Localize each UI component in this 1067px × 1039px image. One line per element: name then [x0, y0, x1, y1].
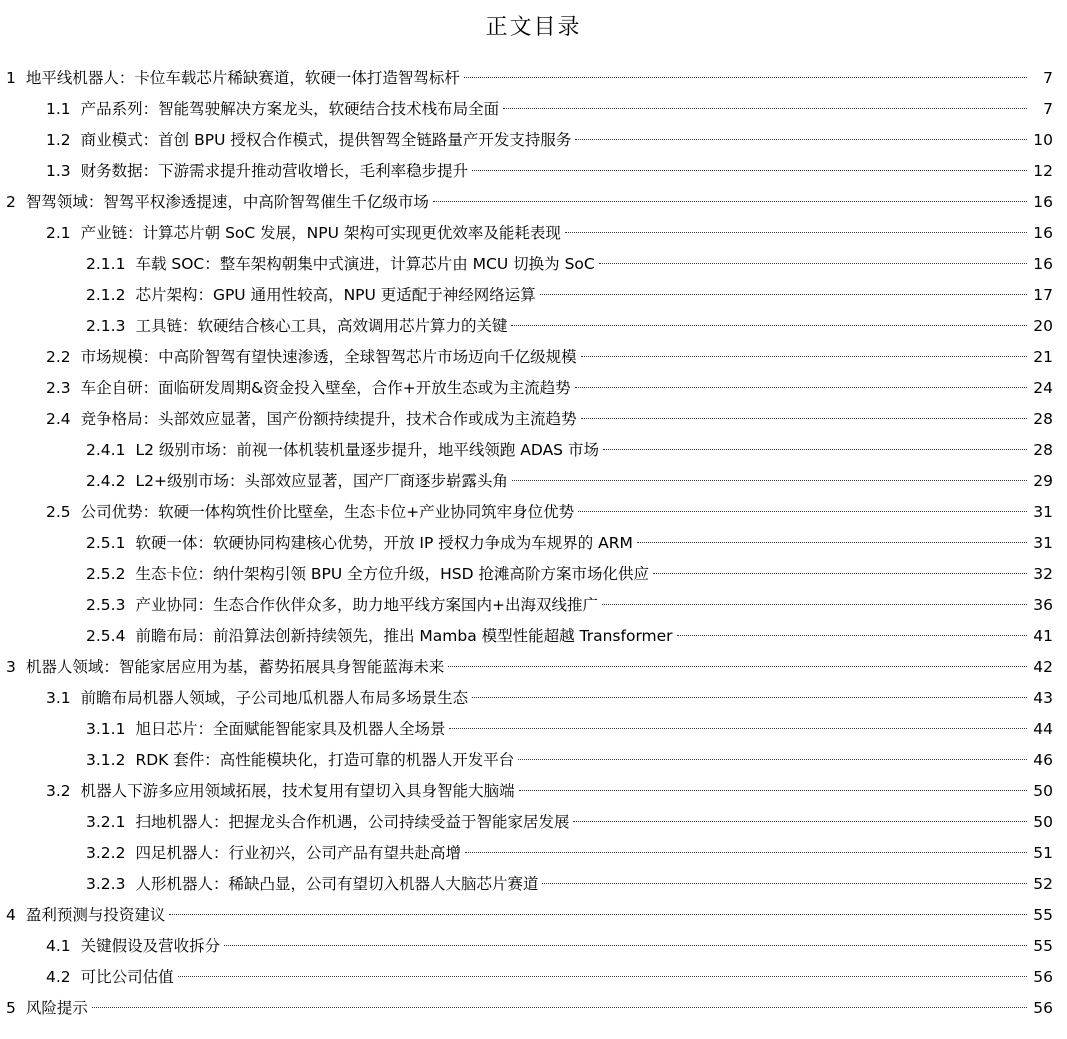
toc-entry-page-number[interactable]: 52 [1033, 875, 1053, 893]
toc-entry-page-number[interactable]: 29 [1033, 472, 1053, 490]
toc-entry[interactable] [0, 466, 1067, 497]
toc-entry-title[interactable]: 车载 SOC：整车架构朝集中式演进，计算芯片由 MCU 切换为 SoC [135, 255, 595, 273]
toc-entry[interactable] [0, 311, 1067, 342]
toc-entry-number: 1 [6, 69, 16, 87]
toc-entry[interactable] [0, 218, 1067, 249]
toc-entry[interactable] [0, 528, 1067, 559]
dot-leader [511, 325, 1027, 326]
dot-leader [472, 170, 1027, 171]
toc-entry-page-number[interactable]: 42 [1033, 658, 1053, 676]
dot-leader [465, 852, 1027, 853]
toc-entry[interactable] [0, 94, 1067, 125]
toc-entry-title[interactable]: 四足机器人：行业初兴，公司产品有望共赴高增 [135, 844, 461, 862]
toc-entry-page-number[interactable]: 17 [1033, 286, 1053, 304]
toc-entry-number: 2.1.3 [86, 317, 126, 335]
toc-entry-number: 2.3 [46, 379, 71, 397]
toc-entry-number: 2.2 [46, 348, 71, 366]
toc-entry-number: 3.2.3 [86, 875, 126, 893]
toc-entry[interactable] [0, 776, 1067, 807]
toc-entry-number: 3.2.1 [86, 813, 126, 831]
dot-leader [518, 759, 1027, 760]
toc-entry-title[interactable]: 盈利预测与投资建议 [25, 906, 166, 924]
toc-entry[interactable] [0, 931, 1067, 962]
dot-leader [565, 232, 1027, 233]
toc-entry-title[interactable]: 生态卡位：纳什架构引领 BPU 全方位升级，HSD 抢滩高阶方案市场化供应 [135, 565, 649, 583]
toc-entry-number: 2.1.1 [86, 255, 126, 273]
dot-leader [512, 480, 1027, 481]
toc-entry-title[interactable]: 竞争格局：头部效应显著，国产份额持续提升，技术合作或成为主流趋势 [80, 410, 577, 428]
toc-entry[interactable] [0, 900, 1067, 931]
toc-entry-title[interactable]: RDK 套件：高性能模块化，打造可靠的机器人开发平台 [135, 751, 515, 769]
toc-entry-number: 1.1 [46, 100, 71, 118]
toc-entry[interactable] [0, 807, 1067, 838]
toc-entry-number: 1.3 [46, 162, 71, 180]
page-title: 正文目录 [485, 15, 582, 40]
toc-entry-title[interactable]: 智驾领域：智驾平权渗透提速，中高阶智驾催生千亿级市场 [25, 193, 429, 211]
toc-entry-number: 2.5 [46, 503, 71, 521]
toc-entry-number: 2.4.2 [86, 472, 126, 490]
dot-leader [575, 139, 1027, 140]
dot-leader [542, 883, 1027, 884]
dot-leader [578, 511, 1027, 512]
toc-entry-number: 2.1 [46, 224, 71, 242]
toc-entry-page-number[interactable]: 46 [1033, 751, 1053, 769]
toc-entry-page-number[interactable]: 16 [1033, 224, 1053, 242]
toc-entry-title[interactable]: 车企自研：面临研发周期&资金投入壁垒，合作+开放生态或为主流趋势 [80, 379, 571, 397]
toc-entry-page-number[interactable]: 16 [1033, 193, 1053, 211]
toc-entry-number: 3.2.2 [86, 844, 126, 862]
toc-entry[interactable] [0, 962, 1067, 993]
toc-entry-title[interactable]: L2 级别市场：前视一体机装机量逐步提升，地平线领跑 ADAS 市场 [135, 441, 599, 459]
toc-entry-page-number[interactable]: 51 [1033, 844, 1053, 862]
dot-leader [178, 976, 1027, 977]
toc-entry-number: 4.1 [46, 937, 71, 955]
toc-entry-page-number[interactable]: 44 [1033, 720, 1053, 738]
toc-entry[interactable] [0, 714, 1067, 745]
toc-entry-number: 1.2 [46, 131, 71, 149]
toc-entry-title[interactable]: 机器人下游多应用领域拓展，技术复用有望切入具身智能大脑端 [80, 782, 515, 800]
dot-leader [449, 728, 1027, 729]
dot-leader [433, 201, 1027, 202]
toc-entry[interactable] [0, 342, 1067, 373]
toc-entry[interactable] [0, 993, 1067, 1024]
dot-leader [448, 666, 1027, 667]
toc-entry-number: 2 [6, 193, 16, 211]
toc-entry-title[interactable]: 地平线机器人：卡位车载芯片稀缺赛道，软硬一体打造智驾标杆 [25, 69, 460, 87]
toc-entry-page-number[interactable]: 56 [1033, 999, 1053, 1017]
toc-entry[interactable] [0, 187, 1067, 218]
toc-entry-page-number[interactable]: 31 [1033, 503, 1053, 521]
dot-leader [519, 790, 1027, 791]
toc-entry-title[interactable]: 软硬一体：软硬协同构建核心优势，开放 IP 授权力争成为车规界的 ARM [135, 534, 633, 552]
toc-entry-title[interactable]: 人形机器人：稀缺凸显，公司有望切入机器人大脑芯片赛道 [135, 875, 539, 893]
toc-entry-title[interactable]: 市场规模：中高阶智驾有望快速渗透，全球智驾芯片市场迈向千亿级规模 [80, 348, 577, 366]
toc-entry-title[interactable]: 产业链：计算芯片朝 SoC 发展，NPU 架构可实现更优效率及能耗表现 [80, 224, 561, 242]
toc-entry-page-number[interactable]: 21 [1033, 348, 1053, 366]
toc-entry-number: 2.4 [46, 410, 71, 428]
toc-entry-title[interactable]: 扫地机器人：把握龙头合作机遇，公司持续受益于智能家居发展 [135, 813, 570, 831]
toc-entry-page-number[interactable]: 28 [1033, 441, 1053, 459]
toc-entry-number: 2.5.3 [86, 596, 126, 614]
dot-leader [581, 356, 1027, 357]
toc-entry[interactable] [0, 683, 1067, 714]
toc-entry[interactable] [0, 559, 1067, 590]
toc-entry-title[interactable]: 商业模式：首创 BPU 授权合作模式，提供智驾全链路量产开发支持服务 [80, 131, 572, 149]
toc-entry-title[interactable]: 旭日芯片：全面赋能智能家具及机器人全场景 [135, 720, 446, 738]
toc-entry[interactable] [0, 621, 1067, 652]
dot-leader [472, 697, 1027, 698]
dot-leader [575, 387, 1027, 388]
toc-entry-page-number[interactable]: 55 [1033, 937, 1053, 955]
toc-entry-title[interactable]: 机器人领域：智能家居应用为基，蓄势拓展具身智能蓝海未来 [25, 658, 445, 676]
toc-entry-page-number[interactable]: 55 [1033, 906, 1053, 924]
toc-entry-number: 4 [6, 906, 16, 924]
toc-entry[interactable] [0, 838, 1067, 869]
toc-entry-title[interactable]: 财务数据：下游需求提升推动营收增长，毛利率稳步提升 [80, 162, 469, 180]
toc-entry-number: 2.1.2 [86, 286, 126, 304]
toc-entry-number: 3.1.1 [86, 720, 126, 738]
toc-entry[interactable] [0, 63, 1067, 94]
table-of-contents [0, 63, 1067, 1024]
dot-leader [599, 263, 1027, 264]
toc-entry[interactable] [0, 745, 1067, 776]
toc-entry-page-number[interactable]: 12 [1033, 162, 1053, 180]
toc-entry-page-number[interactable]: 56 [1033, 968, 1053, 986]
toc-entry-number: 5 [6, 999, 16, 1017]
toc-entry-number: 2.5.4 [86, 627, 126, 645]
toc-entry[interactable] [0, 373, 1067, 404]
toc-entry[interactable] [0, 652, 1067, 683]
toc-entry-page-number[interactable]: 24 [1033, 379, 1053, 397]
dot-leader [602, 604, 1027, 605]
toc-entry-number: 4.2 [46, 968, 71, 986]
dot-leader [464, 77, 1027, 78]
toc-entry-page-number[interactable]: 10 [1033, 131, 1053, 149]
toc-entry-number: 3.1.2 [86, 751, 126, 769]
toc-entry-title[interactable]: 前瞻布局：前沿算法创新持续领先，推出 Mamba 模型性能超越 Transformer [135, 627, 673, 645]
toc-entry-title[interactable]: 芯片架构：GPU 通用性较高，NPU 更适配于神经网络运算 [135, 286, 536, 304]
toc-entry-number: 2.5.1 [86, 534, 126, 552]
toc-entry[interactable] [0, 590, 1067, 621]
toc-entry-title[interactable]: 关键假设及营收拆分 [80, 937, 221, 955]
dot-leader [540, 294, 1027, 295]
toc-entry-number: 3 [6, 658, 16, 676]
dot-leader [92, 1007, 1027, 1008]
toc-entry-title[interactable]: 公司优势：软硬一体构筑性价比壁垒，生态卡位+产业协同筑牢身位优势 [80, 503, 575, 521]
dot-leader [581, 418, 1027, 419]
toc-entry[interactable] [0, 125, 1067, 156]
toc-entry-title[interactable]: 前瞻布局机器人领域，子公司地瓜机器人布局多场景生态 [80, 689, 469, 707]
toc-entry-page-number[interactable]: 41 [1033, 627, 1053, 645]
toc-entry-page-number[interactable]: 50 [1033, 782, 1053, 800]
dot-leader [573, 821, 1027, 822]
toc-entry-page-number[interactable]: 20 [1033, 317, 1053, 335]
toc-entry[interactable] [0, 497, 1067, 528]
dot-leader [653, 573, 1027, 574]
toc-entry-page-number[interactable]: 36 [1033, 596, 1053, 614]
toc-entry-page-number[interactable]: 28 [1033, 410, 1053, 428]
toc-entry-title[interactable]: L2+级别市场：头部效应显著，国产厂商逐步崭露头角 [135, 472, 508, 490]
toc-entry[interactable] [0, 156, 1067, 187]
toc-entry[interactable] [0, 404, 1067, 435]
dot-leader [503, 108, 1027, 109]
toc-entry-page-number[interactable]: 32 [1033, 565, 1053, 583]
toc-entry-title[interactable]: 风险提示 [25, 999, 88, 1017]
toc-entry-page-number[interactable]: 50 [1033, 813, 1053, 831]
toc-entry-title[interactable]: 产业协同：生态合作伙伴众多，助力地平线方案国内+出海双线推广 [135, 596, 598, 614]
dot-leader [603, 449, 1027, 450]
toc-entry-title[interactable]: 可比公司估值 [80, 968, 174, 986]
toc-entry-title[interactable]: 产品系列：智能驾驶解决方案龙头，软硬结合技术栈布局全面 [80, 100, 500, 118]
toc-entry-page-number[interactable]: 7 [1043, 69, 1053, 87]
dot-leader [224, 945, 1027, 946]
toc-entry-number: 3.2 [46, 782, 71, 800]
dot-leader [677, 635, 1027, 636]
toc-entry[interactable] [0, 435, 1067, 466]
toc-entry[interactable] [0, 249, 1067, 280]
toc-entry-number: 2.4.1 [86, 441, 126, 459]
toc-entry-page-number[interactable]: 31 [1033, 534, 1053, 552]
toc-entry-title[interactable]: 工具链：软硬结合核心工具，高效调用芯片算力的关键 [135, 317, 508, 335]
toc-entry-page-number[interactable]: 43 [1033, 689, 1053, 707]
toc-entry[interactable] [0, 869, 1067, 900]
toc-entry[interactable] [0, 280, 1067, 311]
dot-leader [637, 542, 1027, 543]
toc-entry-number: 3.1 [46, 689, 71, 707]
toc-entry-page-number[interactable]: 7 [1043, 100, 1053, 118]
toc-entry-number: 2.5.2 [86, 565, 126, 583]
toc-entry-page-number[interactable]: 16 [1033, 255, 1053, 273]
dot-leader [169, 914, 1027, 915]
